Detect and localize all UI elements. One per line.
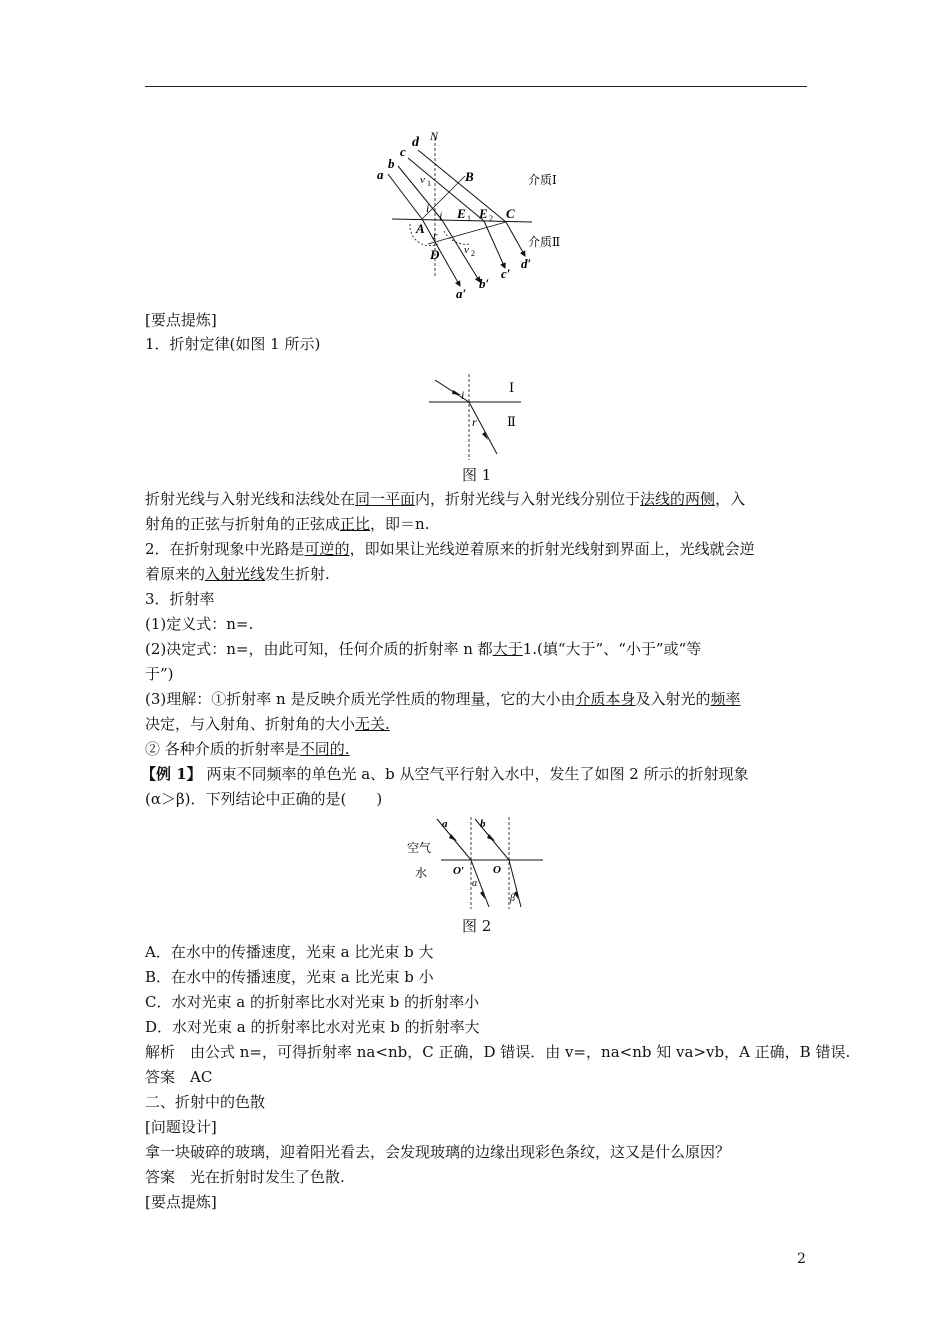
fig2-label-beta: β: [510, 893, 515, 904]
figure-2-svg: [405, 815, 547, 911]
example-stem-1: 两束不同频率的单色光 a、b 从空气平行射入水中，发生了如图 2 所示的折射现象: [201, 765, 749, 783]
item2-line-1: [145, 539, 755, 559]
law-line-2-a: 射角的正弦与折射角的正弦成: [145, 515, 341, 533]
analysis: 解析 由公式 n=，可得折射率 na<nb，C 正确，D 错误．由 v=，na<nb 知 va>vb，A 正确，B 错误.: [145, 1043, 851, 1061]
refraction-wavefront-figure: [360, 126, 580, 302]
label-c: c: [400, 144, 406, 159]
item2-incident-ray: 入射光线: [205, 565, 266, 583]
label-E1-sub: 1: [467, 214, 471, 223]
label-v1: v: [420, 174, 425, 186]
fig2-label-air: 空气: [407, 841, 432, 855]
item3-understanding-line-1: [145, 689, 741, 709]
refraction-wavefront-svg: [360, 126, 580, 302]
section2-title: 二、折射中的色散: [145, 1093, 266, 1111]
item3-und3-a: ② 各种介质的折射率是: [145, 740, 300, 758]
label-N: N: [430, 129, 439, 143]
item3-definition: (1)定义式：n=.: [145, 615, 254, 633]
header-rule: [145, 86, 807, 87]
item3-decision-b: 1.(填“大于”、“小于”或“等: [522, 640, 702, 658]
question-header: [问题设计]: [145, 1118, 217, 1136]
fig1-label-r: r: [472, 415, 477, 429]
item3-unrelated: 无关.: [355, 715, 390, 733]
item2-line-1-b: ，即如果让光线逆着原来的折射光线射到界面上，光线就会逆: [349, 540, 755, 558]
figure-2-caption: 图 2: [462, 917, 492, 935]
item2-line-1-a: 2．在折射现象中光路是: [145, 540, 305, 558]
label-D: D: [430, 247, 440, 262]
fig2-label-b: b: [480, 818, 486, 830]
label-b: b: [388, 156, 395, 171]
label-i1: i: [426, 201, 430, 215]
fig2-label-O-prime: O′: [453, 865, 465, 877]
label-a-prime: a′: [456, 286, 467, 301]
example-line-1: [141, 764, 749, 784]
answer-2: 答案 光在折射时发生了色散.: [145, 1168, 345, 1186]
law-line-2: [145, 514, 429, 534]
label-i2: i: [439, 209, 443, 223]
fig1-label-medium2: Ⅱ: [507, 414, 516, 429]
answer-1: 答案 AC: [145, 1068, 213, 1086]
item3-understanding-line-2: [145, 714, 390, 734]
page-number: 2: [797, 1251, 806, 1267]
example-line-2: (α＞β)．下列结论中正确的是( ): [145, 790, 383, 808]
item3-decision-a: (2)决定式：n=，由此可知，任何介质的折射率 n 都: [145, 640, 493, 658]
item3-title: 3．折射率: [145, 590, 215, 608]
label-A: A: [416, 221, 425, 236]
item3-und-b: 及入射光的: [635, 690, 711, 708]
law-line-1-b: 内，折射光线与入射光线分别位于: [415, 490, 641, 508]
item1-title: 1．折射定律(如图 1 所示): [145, 335, 321, 353]
law-same-plane: 同一平面: [355, 490, 416, 508]
law-proportional: 正比: [340, 515, 371, 533]
figure-1-svg: [425, 374, 535, 460]
label-d: d: [412, 135, 419, 150]
label-medium1: 介质Ⅰ: [528, 173, 557, 187]
label-b-prime: b′: [479, 276, 490, 291]
label-C: C: [506, 206, 515, 221]
label-E1: E: [457, 206, 466, 221]
item2-line-2: [145, 564, 330, 584]
figure-2: [405, 815, 547, 911]
item2-line-2-b: 发生折射.: [265, 565, 330, 583]
label-r: r: [433, 230, 438, 242]
option-d: D．水对光束 a 的折射率比水对光束 b 的折射率大: [145, 1018, 480, 1036]
option-b: B．在水中的传播速度，光束 a 比光束 b 小: [145, 968, 434, 986]
law-both-sides: 法线的两侧: [640, 490, 716, 508]
item3-different: 不同的.: [299, 740, 350, 758]
item3-decision-line-2: 于”): [145, 665, 174, 683]
fig2-label-alpha: α: [472, 878, 478, 889]
option-a: A．在水中的传播速度，光束 a 比光束 b 大: [145, 943, 434, 961]
law-line-2-b: ，即＝n.: [370, 515, 430, 533]
law-line-1-c: ，入: [715, 490, 746, 508]
question-text: 拿一块破碎的玻璃，迎着阳光看去，会发现玻璃的边缘出现彩色条纹，这又是什么原因？: [145, 1143, 731, 1161]
item3-frequency: 频率: [710, 690, 741, 708]
item2-reversible: 可逆的: [304, 540, 350, 558]
law-line-1: [145, 489, 745, 509]
item3-decision-line-1: [145, 639, 701, 659]
fig2-label-a: a: [442, 818, 448, 830]
option-c: C．水对光束 a 的折射率比水对光束 b 的折射率小: [145, 993, 480, 1011]
law-line-1-a: 折射光线与入射光线和法线处在: [145, 490, 356, 508]
figure-1: [425, 374, 535, 460]
fig2-label-O: O: [493, 864, 501, 876]
item2-line-2-a: 着原来的: [145, 565, 206, 583]
label-v2: v: [464, 244, 469, 256]
label-c-prime: c′: [501, 266, 511, 281]
label-d-prime: d′: [521, 256, 532, 271]
fig1-label-medium1: Ⅰ: [509, 380, 515, 395]
label-E2: E: [479, 206, 488, 221]
label-v2-sub: 2: [471, 249, 475, 258]
fig2-label-water: 水: [415, 866, 428, 880]
example-tag: 【例 1】: [141, 765, 202, 783]
item3-und2-a: 决定，与入射角、折射角的大小: [145, 715, 356, 733]
item3-medium-itself: 介质本身: [575, 690, 636, 708]
item3-understanding-line-3: [145, 739, 350, 759]
figure-1-caption: 图 1: [462, 466, 492, 484]
label-medium2: 介质Ⅱ: [528, 235, 561, 249]
label-B: B: [465, 169, 474, 184]
item3-und-a: (3)理解：①折射率 n 是反映介质光学性质的物理量，它的大小由: [145, 690, 576, 708]
label-a: a: [377, 167, 384, 182]
section1-header: [要点提炼]: [145, 311, 217, 329]
tips-header: [要点提炼]: [145, 1193, 217, 1211]
label-E2-sub: 2: [489, 214, 493, 223]
item3-greater-than: 大于: [492, 640, 523, 658]
fig1-label-i: i: [461, 388, 465, 402]
label-v1-sub: 1: [427, 179, 431, 188]
